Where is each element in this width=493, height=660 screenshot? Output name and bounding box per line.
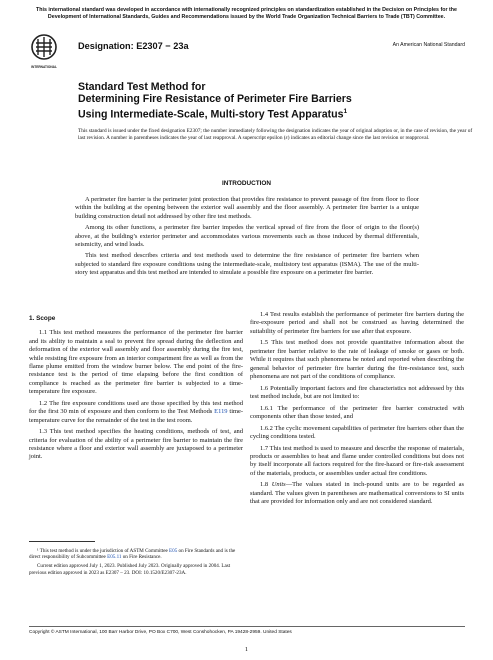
intro-paragraph: This test method describes criteria and test methods used to determine the fire resistance of perimeter fire barriers when subjected to standard fire exposure conditions using the intermediate-scale, multistory test apparatus (ISMA). The use of the multi-story test apparatus and this test method are intended to simulate a possible fire exposure on a perimeter fire barrier. (75, 252, 419, 277)
page-number: 1 (244, 646, 249, 653)
introduction (75, 196, 419, 281)
footnote-divider (29, 541, 95, 542)
national-standard-label: An American National Standard (392, 42, 465, 48)
section-1-6: 1.6 Potentially important factors and fire characteristics not addressed by this test method include, but are not limited to: (250, 384, 464, 401)
left-column (29, 315, 243, 465)
section-1-3: 1.3 This test method specifies the heating conditions, methods of test, and criteria for evaluation of the ability of a perimeter fire barrier to maintain the fire resistance where a floor and exterior wall assembly are juxtaposed to a perimeter joint. (29, 428, 243, 461)
section-1-1: 1.1 This test method measures the performance of the perimeter fire barrier and its ability to maintain a seal to prevent fire spread during the deflection and deformation of the exterior wall assembly and floor assembly during the fire test, while resisting fire exposure from an interior compartment fire as well as from the flame plume emitted from the window burner below. The end point of the fire-resistance test is the period of time elapsing before the first condition of compliance is reached as the perimeter fire barrier is subjected to a time-temperature fire exposure. (29, 329, 243, 396)
title-line-1: Standard Test Method for (78, 81, 206, 93)
footnote-2: Current edition approved July 1, 2023. Published July 2023. Originally approved in 2004. Last previous edition approved in 2023 as E2307 – 23. DOI: 10.1520/E2307-23A. (29, 563, 231, 576)
astm-logo-icon (28, 33, 60, 71)
e119-link[interactable]: E119 (214, 408, 228, 416)
designation: Designation: E2307 − 23a (78, 41, 189, 51)
copyright-footer: Copyright © ASTM International, 100 Barr Harbor Drive, PO Box C700, West Conshohocken, PA 19428-2959. United States (29, 630, 292, 635)
section-1-5: 1.5 This test method does not provide quantitative information about the perimeter fire barrier relative to the rate of leakage of smoke or gases or both. While it requires that such phenomena be noted and reported when describing the general behavior of perimeter fire barrier during the fire-resistance test, such phenomena are not part of the conditions of compliance. (250, 339, 464, 381)
footer-divider (29, 626, 465, 627)
section-1-6-2: 1.6.2 The cyclic movement capabilities of perimeter fire barriers other than the cycling conditions tested. (250, 424, 464, 441)
title-line-2: Determining Fire Resistance of Perimeter Fire Barriers (78, 93, 352, 106)
section-1-6-1: 1.6.1 The performance of the perimeter fire barrier constructed with components other than those tested, and (250, 404, 464, 421)
e05-link[interactable]: E05 (169, 548, 178, 554)
intro-paragraph: A perimeter fire barrier is the perimeter joint protection that provides fire resistance to prevent passage of fire from floor to floor within the building at the opening between the exterior wall assembly and the floor assembly. A perimeter fire barrier is a unique building construction detail not addressed by other fire test methods. (75, 196, 419, 220)
intro-paragraph: Among its other functions, a perimeter fire barrier impedes the vertical spread of fire from the floor of origin to the floor(s) above, at the building’s exterior perimeter and accommodates various movements such as those induced by thermal differentials, seismicity, and wind loads. (75, 224, 419, 249)
footnotes (29, 548, 243, 579)
introduction-heading: INTRODUCTION (222, 180, 271, 187)
right-column (250, 311, 464, 510)
section-1-2: 1.2 The fire exposure conditions used are those specified by this test method for the first 30 min of exposure and then conform to the Test Methods E119 time-temperature curve for the remainder of the test in the test room. (29, 399, 243, 424)
issue-note: This standard is issued under the fixed designation E2307; the number immediately following the designation indicates the year of original adoption or, in the case of revision, the year of last revision. A number in parentheses indicates the year of last reapproval. A superscript epsilon (ε) indicates an editorial change since the last revision or reapproval. (78, 128, 473, 141)
title-line-3: Using Intermediate-Scale, Multi-story Test Apparatus$^1$ (78, 107, 348, 121)
section-1-8: 1.8 Units—The values stated in inch-pound units are to be regarded as standard. The values given in parentheses are mathematical conversions to SI units that are provided for information only and are not considered standard. (250, 481, 465, 506)
footnote-1: ¹ This test method is under the jurisdiction of ASTM Committee E05 on Fire Standards and is the direct responsibility of Subcommittee E05.11 on Fire Resistance. (29, 548, 236, 561)
svg-text:INTERNATIONAL: INTERNATIONAL (31, 65, 57, 69)
page-title (78, 81, 458, 120)
wto-notice: This international standard was developed in accordance with internationally recognized principles on standardization established in the Decision on Principles for the Development of International Standards, Guides and Recommendations issued by the World Trade Organization Technical Barriers to Trade (TBT) Committee. (36, 7, 457, 20)
title-footnote-mark: 1 (343, 107, 348, 115)
e05-11-link[interactable]: E05.11 (107, 554, 122, 561)
section-1-7: 1.7 This test method is used to measure and describe the response of materials, products or assemblies to heat and flame under controlled conditions but does not by itself incorporate all factors required for the fire-hazard or fire-risk assessment of the materials, products, or assemblies under actual fire conditions. (250, 444, 464, 477)
scope-heading: 1. Scope (29, 315, 56, 322)
section-1-4: 1.4 Test results establish the performance of perimeter fire barriers during the fire-exposure period and shall not be construed as having determined the suitability of perimeter fire barriers for use after that exposure. (250, 311, 464, 335)
